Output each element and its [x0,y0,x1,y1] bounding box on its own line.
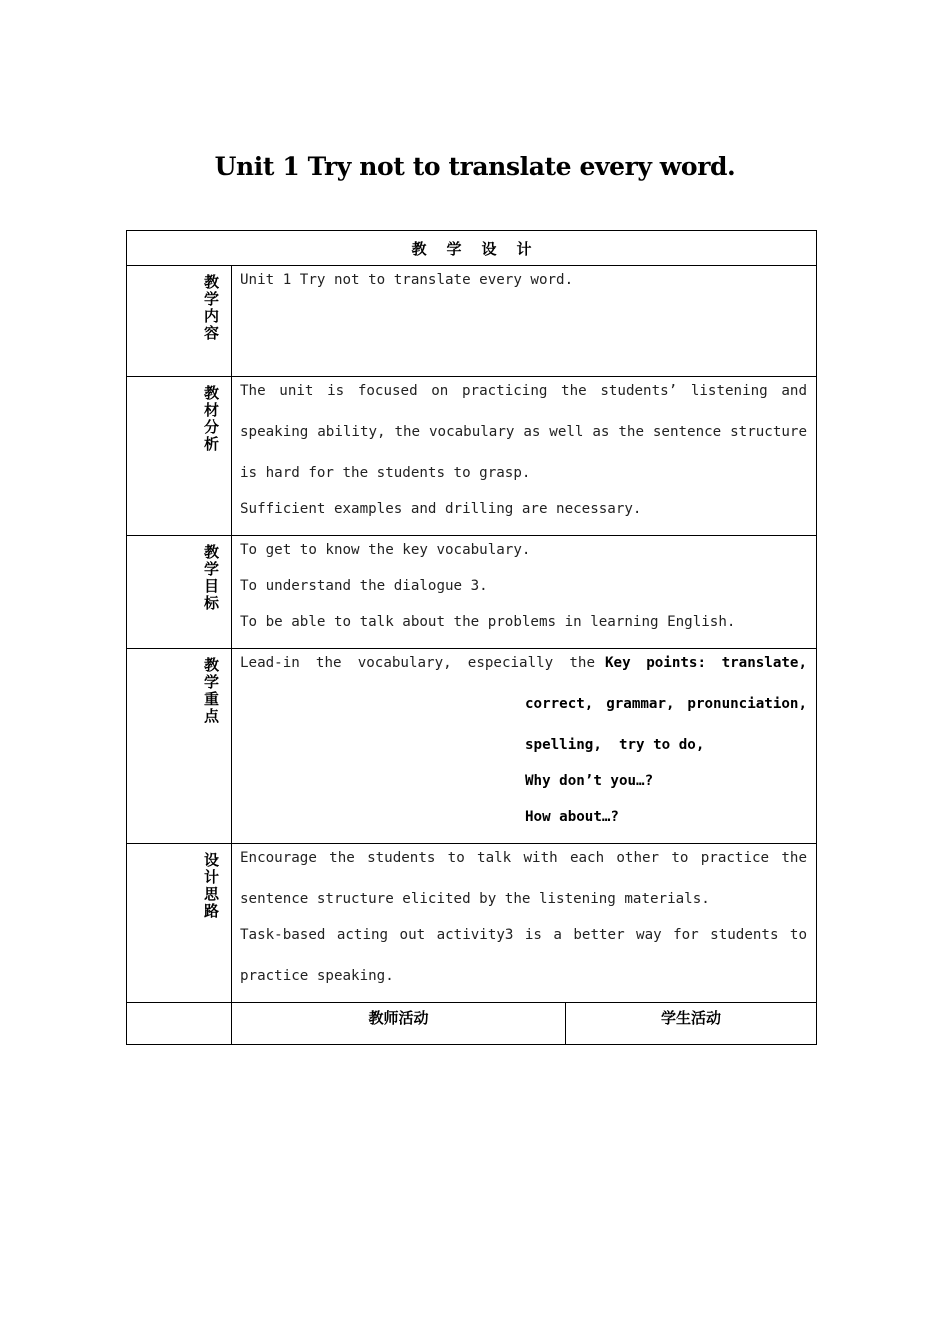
teacher-activity-header: 教师活动 [232,1003,566,1045]
row-label-cell [127,844,232,1003]
row-label-cell [127,266,232,377]
key-points-heading: Key points: translate, [605,655,807,671]
row-label-content: 教学内容 [204,273,220,342]
row-label-cell [127,536,232,649]
lesson-plan-table [126,230,817,1045]
student-activity-header: 学生活动 [566,1003,817,1045]
key-point-line: correct, grammar, pronunciation, [525,696,807,712]
analysis-cell [232,377,817,536]
content-line: To understand the dialogue 3. [240,578,488,594]
key-point-line: Why don’t you…? [525,773,654,789]
content-line: To be able to talk about the problems in learning English. [240,614,736,630]
content-line: The unit is focused on practicing the students’ listening and [240,383,807,399]
row-label-analysis: 教材分析 [204,384,220,453]
key-points-first-line [240,653,807,694]
content-line: speaking ability, the vocabulary as well as the sentence structure [240,424,807,440]
row-label-objectives: 教学目标 [204,543,220,612]
content-line: practice speaking. [240,968,394,984]
key-points-cell [232,649,817,844]
table-header: 教学设计 [127,231,817,266]
document-title: Unit 1 Try not to translate every word. [214,152,736,181]
row-label-design: 设计思路 [204,851,220,920]
content-line: is hard for the students to grasp. [240,465,531,481]
design-cell [232,844,817,1003]
row-label-key-points: 教学重点 [204,656,220,725]
content-line: Encourage the students to talk with each other to practice the [240,850,807,866]
empty-label-cell [127,1003,232,1045]
content-line: Task-based acting out activity3 is a better way for students to [240,927,807,943]
content-cell [232,266,817,377]
content-line: To get to know the key vocabulary. [240,542,531,558]
key-point-line: How about…? [525,809,619,825]
key-points-intro: Lead-in the vocabulary, especially the [240,655,595,671]
row-label-cell [127,377,232,536]
content-line: Sufficient examples and drilling are necessary. [240,501,642,517]
objectives-cell [232,536,817,649]
content-line: Unit 1 Try not to translate every word. [240,272,574,288]
content-line: sentence structure elicited by the listening materials. [240,891,710,907]
row-label-cell [127,649,232,844]
key-point-line: spelling, try to do, [525,737,705,753]
